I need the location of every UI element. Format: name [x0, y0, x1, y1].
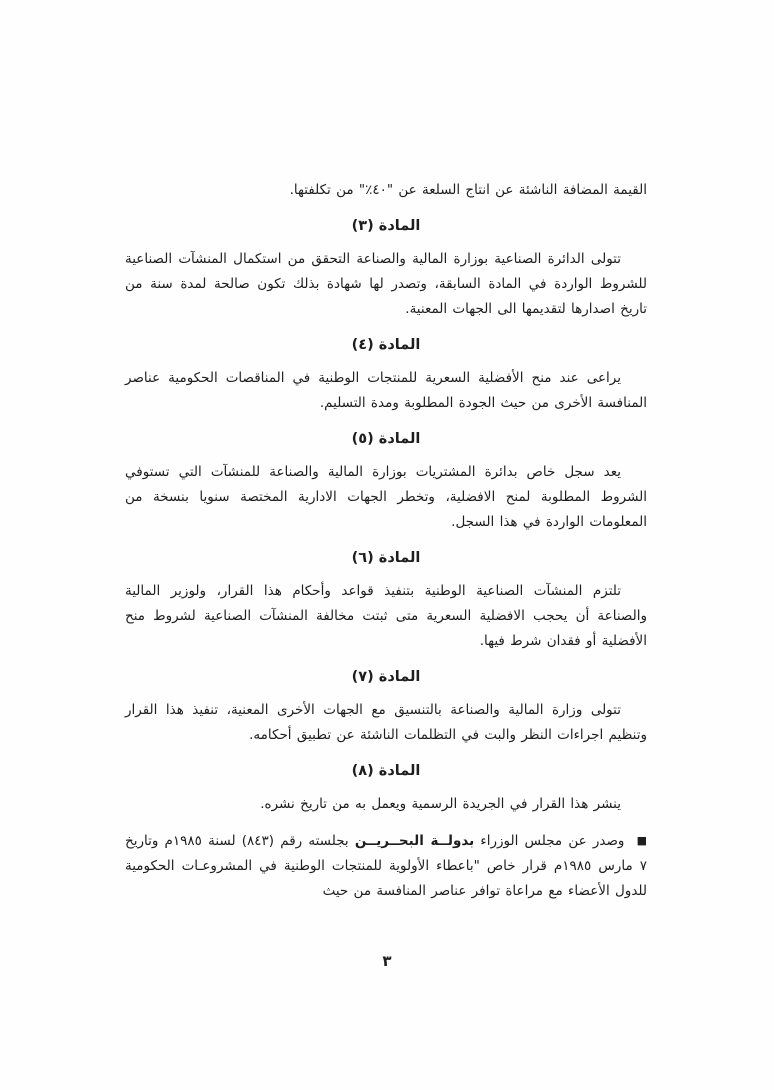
article-heading: المادة (٥)	[351, 431, 421, 447]
page-number: ٣	[382, 952, 392, 970]
article-4-section	[125, 333, 647, 416]
article-5-section	[125, 427, 647, 535]
article-heading: المادة (٤)	[351, 337, 421, 353]
text-block	[125, 178, 647, 910]
article-body: تتولى وزارة المالية والصناعة بالتنسيق مع الجهات الأخرى المعنية، تنفيذ هذا القرار وتنظيم اجراءات النظر والبت في التظلمات الناشئة عن تطبيق أحكامه.	[125, 702, 647, 743]
article-8-section	[125, 759, 647, 817]
article-body: ينشر هذا القرار في الجريدة الرسمية ويعمل به من تاريخ نشره.	[260, 796, 621, 812]
square-bullet-icon: ■	[636, 834, 648, 847]
note-text-prefix: وصدر عن مجلس الوزراء	[474, 833, 625, 849]
article-heading: المادة (٨)	[351, 763, 421, 779]
article-body: تتولى الدائرة الصناعية بوزارة المالية والصناعة التحقق من استكمال المنشآت الصناعية للشروط الواردة في المادة السابقة، وتصدر لها شهادة بذلك تكون صالحة لمدة سنة من تاريخ اصدارها لتقديمها الى الجهات المعنية.	[125, 251, 647, 317]
council-decision-note	[125, 829, 647, 904]
article-6-section	[125, 546, 647, 654]
article-7-section	[125, 665, 647, 748]
article-3-section	[125, 214, 647, 322]
article-body: يعد سجل خاص بدائرة المشتريات بوزارة المالية والصناعة للمنشآت التي تستوفي الشروط المطلوبة لمنح الافضلية، وتخطر الجهات الادارية المختصة سنويا بنسخة من المعلومات الواردة في هذا السجل.	[125, 464, 647, 530]
article-body: يراعى عند منح الأفضلية السعرية للمنتجات الوطنية في المناقصات الحكومية عناصر المنافسة الأخرى من حيث الجودة المطلوبة ومدة التسليم.	[125, 370, 647, 411]
note-text-bold-state-name: بدولــة البحــريــن	[354, 833, 475, 849]
note-text-rest: بجلسته رقم (٨٤٣) لسنة ١٩٨٥م وتاريخ ٧ مارس ١٩٨٥م قرار خاص "باعطاء الأولوية للمنتجات الوطنية في المشروعـات الحكومية للدول الأعضاء مع مراعاة توافر عناصر المنافسة من حيث	[125, 833, 647, 899]
article-heading: المادة (٦)	[351, 550, 421, 566]
article-heading: المادة (٧)	[351, 669, 421, 685]
article-heading: المادة (٣)	[351, 218, 421, 234]
article-body: تلتزم المنشآت الصناعية الوطنية بتنفيذ قواعد وأحكام هذا القرار، ولوزير المالية والصناعة أن يحجب الافضلية السعرية متى ثبتت مخالفة المنشآت الصناعية لشروط منح الأفضلية أو فقدان شرط فيها.	[125, 583, 647, 649]
intro-continuation-line: القيمة المضافة الناشئة عن انتاج السلعة عن "٤٠٪" من تكلفتها.	[289, 182, 647, 198]
